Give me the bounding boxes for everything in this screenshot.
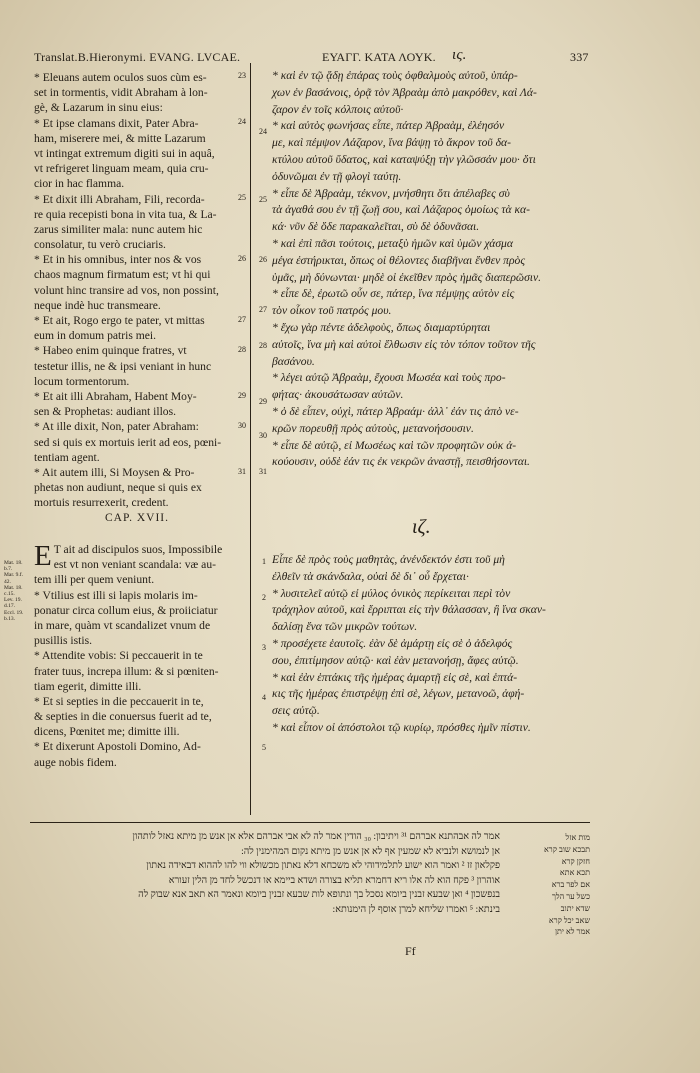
column-divider <box>250 63 251 815</box>
margin-ref: b.7. <box>4 566 13 573</box>
greek-line: μέγα ἐστήρικται, ὅπως οἱ θέλοντες διαβῆναι ἔνθεν πρὸς <box>272 253 526 267</box>
gloss-line: אמר לא יתן <box>554 927 590 937</box>
latin-line: * Et dixit illi Abraham, Fili, recorda- <box>34 192 205 206</box>
greek-line: * καὶ εἶπον οἱ ἀπόστολοι τῷ κυρίῳ, πρόσθες ἡμῖν πίστιν. <box>272 720 531 734</box>
signature-mark: Ff <box>405 944 416 958</box>
greek-line: σου, ἐπιτίμησον αὐτῷ· καὶ ἐὰν μετανοήσῃ, ἄφες αὐτῷ. <box>272 653 519 667</box>
greek-line: * καὶ αὐτὸς φωνήσας εἶπε, πάτερ Ἀβραὰμ, ἐλέησόν <box>272 119 505 133</box>
greek-line: κις τῆς ἡμέρας ἐπιστρέψῃ ἐπὶ σὲ, λέγων, μετανοῶ, ἀφή- <box>272 687 525 701</box>
greek-line: αὐτοῖς, ἵνα μὴ καὶ αὐτοὶ ἔλθωσιν εἰς τὸν τόπον τοῦτον τῆς <box>272 337 536 351</box>
latin-line: * Et dixerunt Apostoli Domino, Ad- <box>34 740 201 754</box>
latin-line: est vt non veniant scandala: væ au- <box>53 558 216 572</box>
latin-line: consolatur, tu verò cruciaris. <box>34 238 166 252</box>
latin-line: * Et in his omnibus, inter nos & vos <box>34 253 202 267</box>
greek-line: τὸν οἶκον τοῦ πατρός μου. <box>272 304 392 318</box>
latin-line: sen & Prophetas: audiant illos. <box>34 405 177 419</box>
latin-line: & septies in die conuersus fuerit ad te, <box>34 710 212 724</box>
greek-line: * καὶ ἐὰν ἑπτάκις τῆς ἡμέρας ἁμαρτῇ εἰς σὲ, καὶ ἑπτά- <box>272 670 518 684</box>
hebrew-line: אוהרון ³ פקח הוא לה אלו ריא דחמרא תליא בצורה ושדא ביימא או דנכשל לחד מן הלין זעורא <box>168 874 500 886</box>
margin-ref: Mat. 18. <box>4 584 23 591</box>
greek-line: * λυσιτελεῖ αὐτῷ εἰ μύλος ὀνικὸς περίκειται περὶ τὸν <box>272 586 511 600</box>
greek-line: φήτας· ἀκουσάτωσαν αὐτῶν. <box>272 388 404 402</box>
hebrew-line: בינתא: ⁵ ואמרו שליחא למרן אוסף לן הימנותא: <box>332 903 500 915</box>
greek-line: ζαρον ἐν τοῖς κόλποις αὐτοῦ· <box>272 102 404 116</box>
latin-line: sed si quis ex mortuis ierit ad eos, pœni- <box>34 435 222 449</box>
hebrew-text-block <box>30 830 500 918</box>
gloss-line: אם לפר ברא <box>551 880 590 890</box>
latin-line: zarus similiter mala: nunc autem hic <box>34 222 203 236</box>
latin-line: phetas non audiunt, neque si quis ex <box>34 481 202 495</box>
verse-number: 25 <box>259 195 267 204</box>
latin-line: cior in hac flamma. <box>34 177 125 191</box>
gloss-line: חזקן קרא <box>561 856 590 866</box>
latin-line: pusillis istis. <box>34 634 92 648</box>
latin-line: * Vtilius est illi si lapis molaris im- <box>34 588 198 602</box>
latin-line: chaos magnum firmatum est; vt hi qui <box>34 268 211 282</box>
hebrew-line: בנפשכון ⁴ ואן שבעא זבנין ביומא נסכל בך ונתופא לות שבעא זבנין ביומא ונאמר הא תאב אנא שבוק לה <box>138 889 500 901</box>
latin-line: * Et si septies in die peccauerit in te, <box>34 694 204 708</box>
margin-ref: d.17. <box>4 603 15 610</box>
greek-line: Εἶπε δὲ πρὸς τοὺς μαθητὰς, ἀνένδεκτόν ἐστι τοῦ μὴ <box>272 553 505 566</box>
latin-line: frater tuus, increpa illum: & si pœniten- <box>34 664 219 678</box>
verse-number: 29 <box>259 397 267 406</box>
page-number: 337 <box>570 50 589 64</box>
footer-divider <box>30 822 590 823</box>
running-header-center: ΕΥΑΓΓ. ΚΑΤΑ ΛΟΥΚ. <box>322 50 436 64</box>
latin-line: tentiam agent. <box>34 450 100 464</box>
margin-ref: Lev. 19. <box>4 597 22 604</box>
latin-column-bottom <box>34 542 248 770</box>
drop-cap: E <box>34 540 52 572</box>
gloss-line: מות אזל <box>565 833 590 842</box>
verse-number: 26 <box>259 255 267 264</box>
chapter-heading: CAP. XVII. <box>105 512 169 524</box>
latin-line: neque indè huc transmeare. <box>34 298 161 312</box>
verse-number: 30 <box>259 431 267 440</box>
gloss-line: כשל ער הלך <box>551 891 590 901</box>
latin-line: mortuis resurrexerit, credent. <box>34 496 169 510</box>
greek-line: κτύλου αὐτοῦ ὕδατος, καὶ καταψύξῃ τὴν γλῶσσάν μου· ὅτι <box>272 152 536 166</box>
running-header-left: Translat.B.Hieronymi. EVANG. LVCAE. <box>34 50 241 64</box>
latin-line: ham, miserere mei, & mitte Lazarum <box>34 131 206 145</box>
chapter-mark: ις. <box>452 47 467 63</box>
latin-line: dicens, Pœnitet me; dimitte illi. <box>34 725 180 739</box>
latin-line: tiam egerit, dimitte illi. <box>34 679 142 693</box>
latin-line: eum in domum patris mei. <box>34 329 157 343</box>
latin-line: ponatur circa collum eius, & proiiciatur <box>34 603 218 617</box>
greek-line: ὀδυνῶμαι ἐν τῇ φλογὶ ταύτῃ. <box>272 169 402 183</box>
verse-number: 1 <box>262 557 266 566</box>
margin-ref: Mat. 18. <box>4 560 23 566</box>
latin-line: in mare, quàm vt scandalizet vnum de <box>34 618 211 632</box>
greek-column-top <box>272 68 582 471</box>
greek-line: * εἶπε δὲ Ἀβραὰμ, τέκνον, μνήσθητι ὅτι ἀπέλαβες σὺ <box>272 186 510 200</box>
verse-number: 3 <box>262 643 266 652</box>
latin-line: tem illi per quem veniunt. <box>34 573 155 587</box>
greek-line: τὰ ἀγαθά σου ἐν τῇ ζωῇ σου, καὶ Λάζαρος ὁμοίως τὰ κα- <box>272 203 530 217</box>
margin-references <box>4 560 34 622</box>
latin-line: * Habeo enim quinque fratres, vt <box>34 344 187 358</box>
greek-line: χων ἐν βασάνοις, ὁρᾷ τὸν Ἀβραὰμ ἀπὸ μακρόθεν, καὶ Λά- <box>272 85 537 99</box>
greek-line: * ὁ δὲ εἶπεν, οὐχὶ, πάτερ Ἀβραάμ· ἀλλ᾽ ἐάν τις ἀπὸ νε- <box>272 404 519 418</box>
margin-ref: 42. <box>4 578 11 585</box>
latin-line: * Et ait illi Abraham, Habent Moy- <box>34 389 197 403</box>
latin-line: * Ait autem illi, Si Moysen & Pro- <box>34 465 195 479</box>
latin-line: * Eleuans autem oculos suos cùm es- <box>34 71 207 84</box>
latin-line: * Attendite vobis: Si peccauerit in te <box>34 649 203 663</box>
verse-number: 31 <box>259 467 267 476</box>
hebrew-gloss-column <box>505 832 590 938</box>
verse-number: 5 <box>262 743 266 752</box>
verse-number: 24 <box>259 127 267 136</box>
hebrew-line: אמר לה אבהתנא אברהם ³¹ ויתיבון: ₃₀ הודין אמר לה לא אבי אברהם אלא אן אנש מן מיתא נאזל לותהון <box>132 831 500 842</box>
greek-line: * καὶ ἐν τῷ ᾅδῃ ἐπάρας τοὺς ὀφθαλμοὺς αὐτοῦ, ὑπάρ- <box>272 69 518 82</box>
greek-line: κούουσιν, οὐδὲ ἐάν τις ἐκ νεκρῶν ἀναστῇ, πεισθήσονται. <box>272 455 530 469</box>
gloss-line: שדא יתוב <box>560 903 590 913</box>
margin-ref: Mar. 9.f. <box>4 572 23 579</box>
greek-line: * λέγει αὐτῷ Ἀβραὰμ, ἔχουσι Μωσέα καὶ τοὺς προ- <box>272 371 506 385</box>
latin-line: T ait ad discipulos suos, Impossibile <box>53 543 223 556</box>
greek-line: * καὶ ἐπὶ πᾶσι τούτοις, μεταξὺ ἡμῶν καὶ ὑμῶν χάσμα <box>272 236 513 250</box>
greek-line: * ἔχω γὰρ πέντε ἀδελφοὺς, ὅπως διαμαρτύρηται <box>272 320 491 334</box>
hebrew-line: אן לנמושא ולנביא לא שמעין אף לא אן אנש מן מיתא נקום המהימנין לה: <box>241 845 500 857</box>
verse-number: 26 <box>238 254 246 263</box>
latin-line: * Et ipse clamans dixit, Pater Abra- <box>34 116 199 130</box>
greek-line: σεις αὐτῷ. <box>272 704 320 718</box>
latin-line: gè, & Lazarum in sinu eius: <box>34 101 163 115</box>
hebrew-line: פקלאון זז ² ואמר הוא ישוע לתלמידוהי לא משכחא דלא נאתון מכשולא ווי להו לההוא דבאידה נאתון <box>146 860 500 872</box>
latin-line: set in tormentis, vidit Abraham à lon- <box>34 86 208 100</box>
latin-line: testetur illis, ne & ipsi veniant in hunc <box>34 359 212 373</box>
greek-line: κρῶν πορευθῇ πρὸς αὐτοὺς, μετανοήσουσιν. <box>272 421 474 435</box>
greek-line: με, καὶ πέμψον Λάζαρον, ἵνα βάψῃ τὸ ἄκρον τοῦ δα- <box>272 136 511 150</box>
verse-number: 24 <box>238 117 246 126</box>
greek-chapter-numeral: ιζ. <box>412 516 431 538</box>
verse-number: 27 <box>238 315 246 324</box>
greek-line: τράχηλον αὐτοῦ, καὶ ἔρριπται εἰς τὴν θάλασσαν, ἢ ἵνα σκαν- <box>272 603 546 617</box>
verse-number: 4 <box>262 693 266 702</box>
gloss-line: שאב יכל קרא <box>548 915 590 925</box>
verse-number: 27 <box>259 305 267 314</box>
greek-line: κά· νῦν δὲ ὅδε παρακαλεῖται, σὺ δὲ ὀδυνᾶσαι. <box>272 220 480 234</box>
greek-line: ἐλθεῖν τὰ σκάνδαλα, οὐαὶ δὲ δι᾽ οὗ ἔρχεται· <box>272 569 469 583</box>
latin-line: vt intingat extremum digiti sui in aquâ, <box>34 146 215 160</box>
verse-number: 2 <box>262 593 266 602</box>
latin-line: auge nobis fidem. <box>34 755 117 769</box>
margin-ref: c.15. <box>4 591 15 598</box>
greek-line: * προσέχετε ἑαυτοῖς. ἐὰν δὲ ἁμάρτῃ εἰς σὲ ὁ ἀδελφός <box>272 636 513 650</box>
verse-number: 28 <box>238 345 246 354</box>
verse-number: 31 <box>238 467 246 476</box>
latin-line: vt refrigeret linguam meam, quia cru- <box>34 162 209 176</box>
latin-line: volunt hinc transire ad vos, non possint, <box>34 283 219 297</box>
greek-line: δαλίσῃ ἕνα τῶν μικρῶν τούτων. <box>272 620 418 634</box>
gloss-line: תכא אתא <box>559 868 590 878</box>
greek-line: * εἶπε δὲ, ἐρωτῶ οὖν σε, πάτερ, ἵνα πέμψῃς αὐτὸν εἰς <box>272 287 515 301</box>
verse-number: 23 <box>238 71 246 80</box>
latin-line: * At ille dixit, Non, pater Abraham: <box>34 420 199 434</box>
verse-number: 29 <box>238 391 246 400</box>
greek-line: ὑμᾶς, μὴ δύνωνται· μηδὲ οἱ ἐκεῖθεν πρὸς ἡμᾶς διαπερῶσιν. <box>272 270 542 284</box>
latin-line: * Et ait, Rogo ergo te pater, vt mittas <box>34 314 205 327</box>
greek-line: * εἶπε δὲ αὐτῷ, εἰ Μωσέως καὶ τῶν προφητῶν οὐκ ἀ- <box>272 438 517 452</box>
gloss-line: תבכא שוב קרא <box>543 844 590 854</box>
latin-line: locum tormentorum. <box>34 374 130 388</box>
latin-column-top <box>34 70 248 510</box>
verse-number: 25 <box>238 193 246 202</box>
greek-column-bottom <box>272 552 582 737</box>
greek-line: βασάνου. <box>272 354 315 368</box>
verse-number: 30 <box>238 421 246 430</box>
verse-number: 28 <box>259 341 267 350</box>
margin-ref: b.13. <box>4 615 15 622</box>
latin-line: re quia recepisti bona in vita tua, & La- <box>34 207 217 221</box>
margin-ref: Eccl. 19. <box>4 609 24 616</box>
